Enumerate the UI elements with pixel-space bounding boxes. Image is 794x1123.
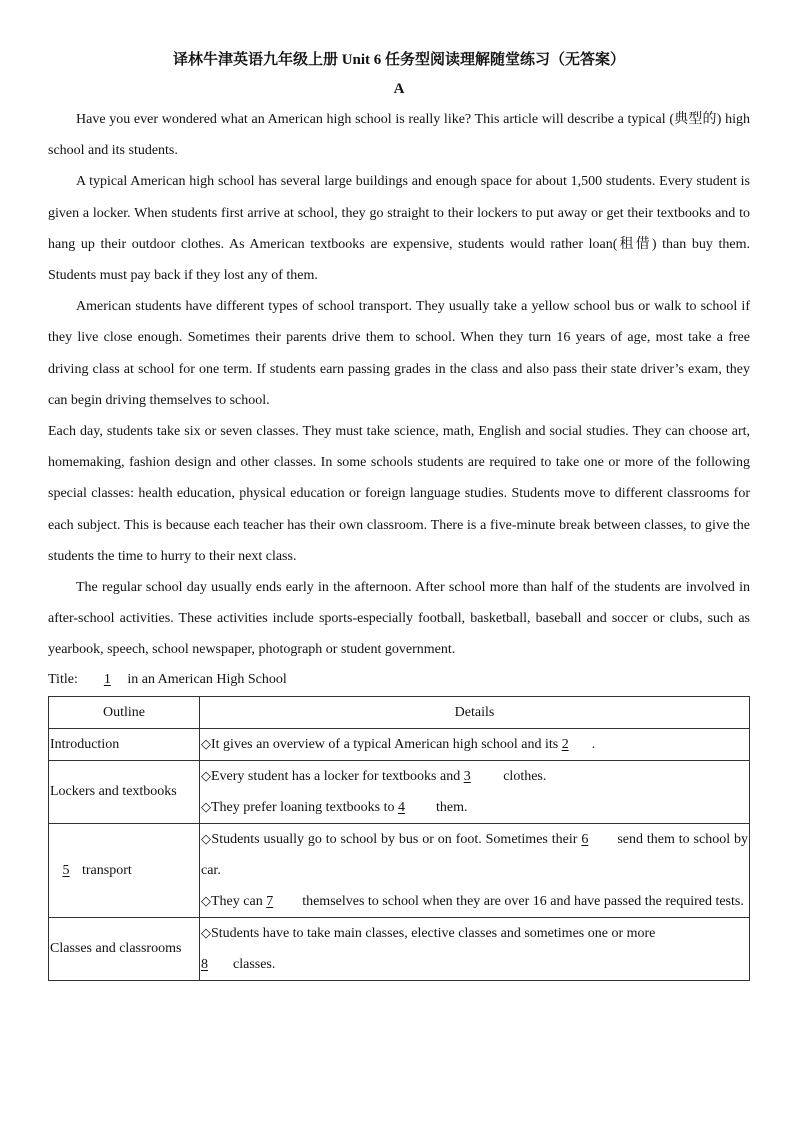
diamond-icon: ◇ bbox=[201, 736, 211, 752]
detail-line: ◇They can 7 themselves to school when they are over 16 and have passed the required tests. bbox=[201, 886, 748, 917]
header-outline: Outline bbox=[49, 696, 200, 728]
title-line bbox=[48, 666, 750, 694]
outline-cell: 5 transport bbox=[49, 823, 200, 917]
paragraph-1: Have you ever wondered what an American high school is really like? This article will describe a typical (典型的) high school and its students. bbox=[48, 112, 750, 159]
details-cell bbox=[200, 823, 750, 917]
diamond-icon: ◇ bbox=[201, 799, 211, 815]
document-title: 译林牛津英语九年级上册 Unit 6 任务型阅读理解随堂练习（无答案） bbox=[172, 52, 626, 68]
blank-8: 8 bbox=[201, 956, 208, 972]
outline-cell: Lockers and textbooks bbox=[49, 760, 200, 823]
diamond-icon: ◇ bbox=[201, 893, 211, 909]
diamond-icon: ◇ bbox=[201, 768, 211, 784]
diamond-icon: ◇ bbox=[201, 925, 211, 941]
paragraph-5: The regular school day usually ends early in the afternoon. After school more than half of the students are involved in after-school activities. These activities include sports-especially football, basketball, baseball and soccer or clubs, such as yearbook, speech, school newspaper, photograph or student government. bbox=[48, 580, 750, 658]
paragraph-3: American students have different types of school transport. They usually take a yellow school bus or walk to school if they live close enough. Sometimes their parents drive them to school. When they turn 16 years of age, most take a free driving class at school for one term. If students earn passing grades in the class and also pass their state driver’s exam, they can begin driving themselves to school. bbox=[48, 299, 750, 408]
table-row bbox=[49, 917, 750, 980]
blank-4: 4 bbox=[398, 799, 406, 815]
header-details: Details bbox=[200, 696, 750, 728]
detail-line: ◇They prefer loaning textbooks to 4 them. bbox=[201, 792, 748, 823]
title-suffix: in an American High School bbox=[127, 671, 287, 687]
paragraph-4: Each day, students take six or seven classes. They must take science, math, English and social studies. They can choose art, homemaking, fashion design and other classes. In some schools students are required to take one or more of the following special classes: health education, physical education or foreign language studies. Students move to different classrooms for each subject. This is because each teacher has their own classroom. There is a five-minute break between classes, to give the students the time to hurry to their next class. bbox=[48, 424, 750, 564]
blank-6: 6 bbox=[581, 831, 589, 847]
paragraph-2: A typical American high school has several large buildings and enough space for about 1,500 students. Every student is given a locker. When students first arrive at school, they go straight to their lockers to put away or get their textbooks and to hang up their outdoor clothes. As American textbooks are expensive, students would rather loan(租借) than buy them. Students must pay back if they lost any of them. bbox=[48, 174, 750, 284]
detail-line: ◇Every student has a locker for textbooks and 3 clothes. bbox=[201, 761, 748, 792]
details-cell bbox=[200, 760, 750, 823]
outline-cell: Classes and classrooms bbox=[49, 917, 200, 980]
title-prefix: Title: bbox=[48, 671, 78, 687]
details-cell: ◇It gives an overview of a typical American high school and its 2 . bbox=[200, 728, 750, 760]
document-page bbox=[48, 48, 750, 981]
detail-line: ◇Students usually go to school by bus or on foot. Sometimes their 6 send them to school by car. bbox=[201, 824, 748, 886]
blank-2: 2 bbox=[561, 736, 569, 752]
blank-1: 1 bbox=[103, 671, 111, 687]
section-label: A bbox=[393, 81, 405, 97]
diamond-icon: ◇ bbox=[201, 831, 212, 847]
blank-3: 3 bbox=[463, 768, 471, 784]
details-cell: ◇Students have to take main classes, elective classes and sometimes one or more 8 classes. bbox=[200, 917, 750, 980]
outline-cell: Introduction bbox=[49, 728, 200, 760]
blank-5: 5 bbox=[62, 862, 70, 878]
outline-table bbox=[48, 696, 750, 981]
table-row bbox=[49, 823, 750, 917]
table-header-row bbox=[49, 696, 750, 728]
table-row bbox=[49, 728, 750, 760]
blank-7: 7 bbox=[266, 893, 274, 909]
table-row bbox=[49, 760, 750, 823]
